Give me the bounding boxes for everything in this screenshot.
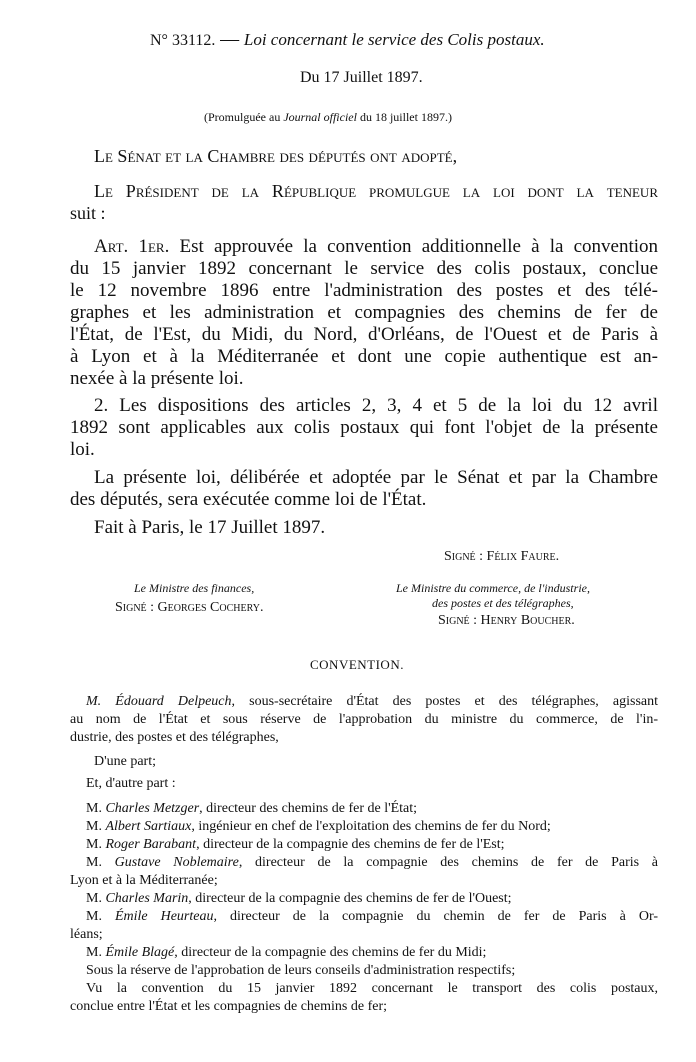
party-name: Émile Blagé bbox=[105, 945, 175, 960]
article-1-line-4: graphes et les administration et compagnies des chemins de fer de bbox=[70, 302, 658, 323]
closing-line-1: La présente loi, délibérée et adoptée par le Sénat et par la Chambre bbox=[94, 467, 658, 488]
party-line bbox=[86, 856, 658, 870]
delpeuch-role: , sous-secrétaire d'État des postes et des télégraphes, agissant bbox=[231, 694, 658, 709]
article-1-line-7: nexée à la présente loi. bbox=[70, 368, 244, 389]
article-1-line-2: du 15 janvier 1892 concernant le service des colis postaux, conclue bbox=[70, 258, 658, 279]
party-prefix: M. bbox=[86, 945, 102, 960]
article-1-line-3: le 12 novembre 1896 entre l'administration des postes et des télé- bbox=[70, 280, 658, 301]
convention-intro-line-3: dustrie, des postes et des télégraphes, bbox=[70, 730, 279, 745]
party-line-continuation: léans; bbox=[70, 927, 103, 942]
party-line bbox=[86, 838, 505, 852]
party-name: Charles Marin bbox=[105, 891, 189, 906]
party-name: Roger Barabant bbox=[105, 837, 197, 852]
signature-president: Signé : Félix Faure. bbox=[444, 549, 560, 564]
promulgation-post: du 18 juillet 1897.) bbox=[359, 110, 452, 124]
party-role: , directeur des chemins de fer de l'État; bbox=[199, 801, 418, 816]
preamble-line-2: Le Président de la République promulgue la loi dont la teneur bbox=[94, 181, 658, 201]
party-line-continuation: Lyon et à la Méditerranée; bbox=[70, 873, 218, 888]
une-part: D'une part; bbox=[94, 754, 157, 769]
party-line bbox=[86, 910, 658, 924]
law-title-line bbox=[150, 30, 545, 49]
party-prefix: M. bbox=[86, 855, 102, 870]
law-date: Du 17 Juillet 1897. bbox=[300, 69, 423, 86]
party-name: Albert Sartiaux bbox=[105, 819, 192, 834]
party-role: , directeur de la compagnie des chemins de fer de Paris à bbox=[238, 855, 659, 870]
promulgation-journal: Journal officiel bbox=[283, 110, 357, 124]
promulgation-note bbox=[204, 111, 452, 123]
party-prefix: M. bbox=[86, 801, 102, 816]
closing-line-2: des députés, sera exécutée comme loi de l'État. bbox=[70, 489, 427, 510]
party-name: Gustave Noblemaire bbox=[114, 855, 239, 870]
party-line bbox=[86, 820, 551, 834]
article-2-line-3: loi. bbox=[70, 439, 95, 460]
minister-commerce-title-1: Le Ministre du commerce, de l'industrie, bbox=[396, 581, 590, 595]
reserve-line: Sous la réserve de l'approbation de leurs conseils d'administration respectifs; bbox=[86, 963, 516, 978]
article-1-label: Art. 1er. bbox=[94, 236, 170, 257]
fait-a-paris: Fait à Paris, le 17 Juillet 1897. bbox=[94, 517, 326, 538]
party-name: Charles Metzger bbox=[105, 801, 200, 816]
minister-finances-title: Le Ministre des finances, bbox=[134, 581, 255, 595]
article-2-line-2: 1892 sont applicables aux colis postaux qui font l'objet de la présente bbox=[70, 417, 658, 438]
article-1-text: Est approuvée la convention additionnelle à la convention bbox=[179, 236, 658, 257]
party-line bbox=[86, 892, 512, 906]
party-prefix: M. bbox=[86, 891, 102, 906]
minister-finances-signature: Signé : Georges Cochery. bbox=[115, 600, 264, 615]
article-1-line-5: l'État, de l'Est, du Midi, du Nord, d'Orléans, de l'Ouest et de Paris à bbox=[70, 324, 658, 345]
party-role: , directeur de la compagnie des chemins de fer de l'Est; bbox=[196, 837, 505, 852]
autre-part: Et, d'autre part : bbox=[86, 776, 176, 791]
convention-intro-line-1 bbox=[86, 695, 658, 709]
party-role: , directeur de la compagnie des chemins de fer du Midi; bbox=[174, 945, 487, 960]
party-prefix: M. bbox=[86, 837, 102, 852]
title-dash: — bbox=[220, 29, 240, 50]
vu-line-1: Vu la convention du 15 janvier 1892 concernant le transport des colis postaux, bbox=[86, 981, 658, 996]
party-prefix: M. bbox=[86, 909, 102, 924]
law-title: Loi concernant le service des Colis postaux. bbox=[243, 30, 545, 49]
party-role: , ingénieur en chef de l'exploitation des chemins de fer du Nord; bbox=[191, 819, 551, 834]
party-line bbox=[86, 946, 486, 960]
party-line bbox=[86, 802, 417, 816]
article-1-line-1 bbox=[94, 237, 658, 256]
party-role: , directeur de la compagnie des chemins de fer de l'Ouest; bbox=[188, 891, 512, 906]
vu-line-2: conclue entre l'État et les compagnies de chemins de fer; bbox=[70, 999, 388, 1014]
party-prefix: M. bbox=[86, 819, 102, 834]
convention-intro-line-2: au nom de l'État et sous réserve de l'approbation du ministre du commerce, de l'in- bbox=[70, 712, 658, 727]
delpeuch-name: M. Édouard Delpeuch bbox=[86, 694, 232, 709]
article-2-line-1: 2. Les dispositions des articles 2, 3, 4 et 5 de la loi du 12 avril bbox=[94, 395, 658, 416]
minister-commerce-title-2: des postes et des télégraphes, bbox=[432, 596, 574, 610]
minister-commerce-signature: Signé : Henry Boucher. bbox=[438, 613, 575, 628]
convention-heading: CONVENTION. bbox=[310, 657, 404, 672]
article-1-line-6: à Lyon et à la Méditerranée et dont une copie authentique est an- bbox=[70, 346, 658, 367]
party-role: , directeur de la compagnie du chemin de fer de Paris à Or- bbox=[213, 909, 658, 924]
preamble-line-1: Le Sénat et la Chambre des députés ont adopté, bbox=[94, 146, 458, 166]
preamble-line-3: suit : bbox=[70, 203, 106, 223]
party-name: Émile Heurteau bbox=[114, 909, 214, 924]
law-number: N° 33112. bbox=[150, 32, 216, 49]
promulgation-pre: (Promulguée au bbox=[204, 110, 281, 124]
